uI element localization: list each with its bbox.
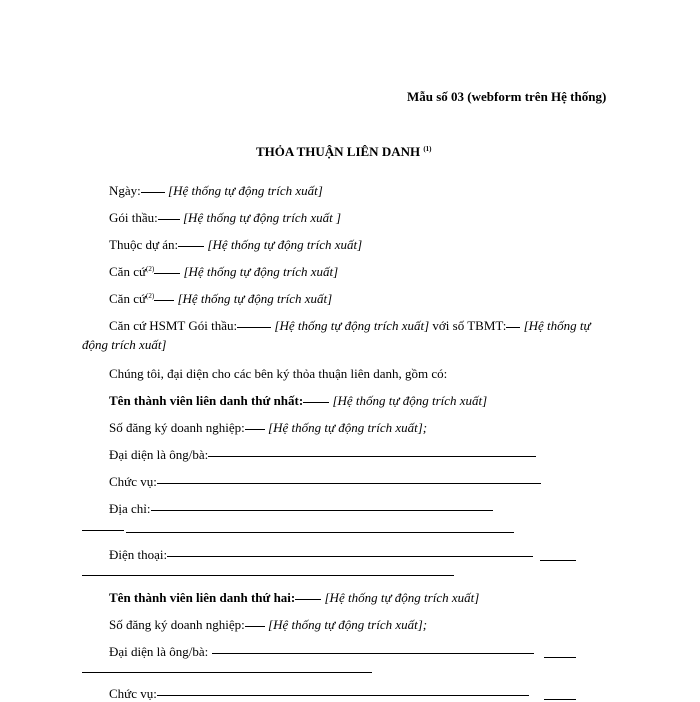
project-label: Thuộc dự án: [109,237,179,252]
project-auto: [Hệ thống tự động trích xuất] [207,237,363,252]
project-row [109,237,362,253]
package-row [109,210,341,226]
hsmt-row [109,318,591,334]
member1-name-auto: [Hệ thống tự động trích xuất] [332,393,488,408]
member2-heading: Tên thành viên liên danh thứ hai: [109,590,296,605]
member2-rep-row [109,644,534,660]
basis-footnote-2: (2) [146,292,155,300]
tbmt-auto: [Hệ thống tự [523,318,591,333]
package-label: Gói thầu: [109,210,158,225]
member2-heading-row [109,590,479,606]
title-footnote: (1) [423,145,432,153]
date-row [109,183,323,199]
intro-text: Chúng tôi, đại diện cho các bên ký thỏa thuận liên danh, gồm có: [109,366,448,381]
basis-label-2: Căn cứ [109,291,147,306]
member1-rep-label: Đại diện là ông/bà: [109,447,209,462]
date-auto: [Hệ thống tự động trích xuất] [168,183,323,198]
phone-blank-line-cont [82,575,454,576]
basis-auto-2: [Hệ thống tự động trích xuất] [177,291,333,306]
form-code: Mẫu số 03 (webform trên Hệ thống) [407,89,607,104]
title-text: THỎA THUẬN LIÊN DANH [256,144,421,159]
member1-phone-row [109,547,533,563]
member1-reg-label: Số đăng ký doanh nghiệp: [109,420,245,435]
member1-rep-row [109,447,536,463]
hsmt-auto-continued: động trích xuất] [82,337,167,352]
member1-phone-label: Điện thoại: [109,547,168,562]
member2-reg-auto: [Hệ thống tự động trích xuất]; [268,617,428,632]
hsmt-auto: [Hệ thống tự động trích xuất] [274,318,430,333]
member1-address-row [109,501,493,517]
member2-rep-label: Đại diện là ông/bà: [109,644,209,659]
date-label: Ngày: [109,183,141,198]
basis-row-2 [109,291,332,307]
rep-blank-line-end [544,657,576,658]
package-auto: [Hệ thống tự động trích xuất ] [183,210,342,225]
basis-label-1: Căn cứ [109,264,147,279]
tbmt-label: với số TBMT: [432,318,507,333]
hsmt-label: Căn cứ HSMT Gói thầu: [109,318,238,333]
basis-footnote-1: (2) [146,265,155,273]
rep-blank-line-cont [82,672,372,673]
basis-auto-1: [Hệ thống tự động trích xuất] [183,264,339,279]
member2-reg-label: Số đăng ký doanh nghiệp: [109,617,245,632]
member1-position-row [109,474,541,490]
member2-name-auto: [Hệ thống tự động trích xuất] [324,590,480,605]
member1-reg-row [109,420,427,436]
phone-blank-line-end [540,560,576,561]
document-title [256,144,432,160]
address-blank-line-b [126,532,514,533]
address-blank-line-a [82,530,124,531]
member1-position-label: Chức vụ: [109,474,157,489]
member2-reg-row [109,617,427,633]
member2-position-label: Chức vụ: [109,686,157,701]
basis-row-1 [109,264,338,280]
member1-heading: Tên thành viên liên danh thứ nhất: [109,393,304,408]
member1-heading-row [109,393,487,409]
member1-reg-auto: [Hệ thống tự động trích xuất]; [268,420,428,435]
member1-address-label: Địa chỉ: [109,501,151,516]
